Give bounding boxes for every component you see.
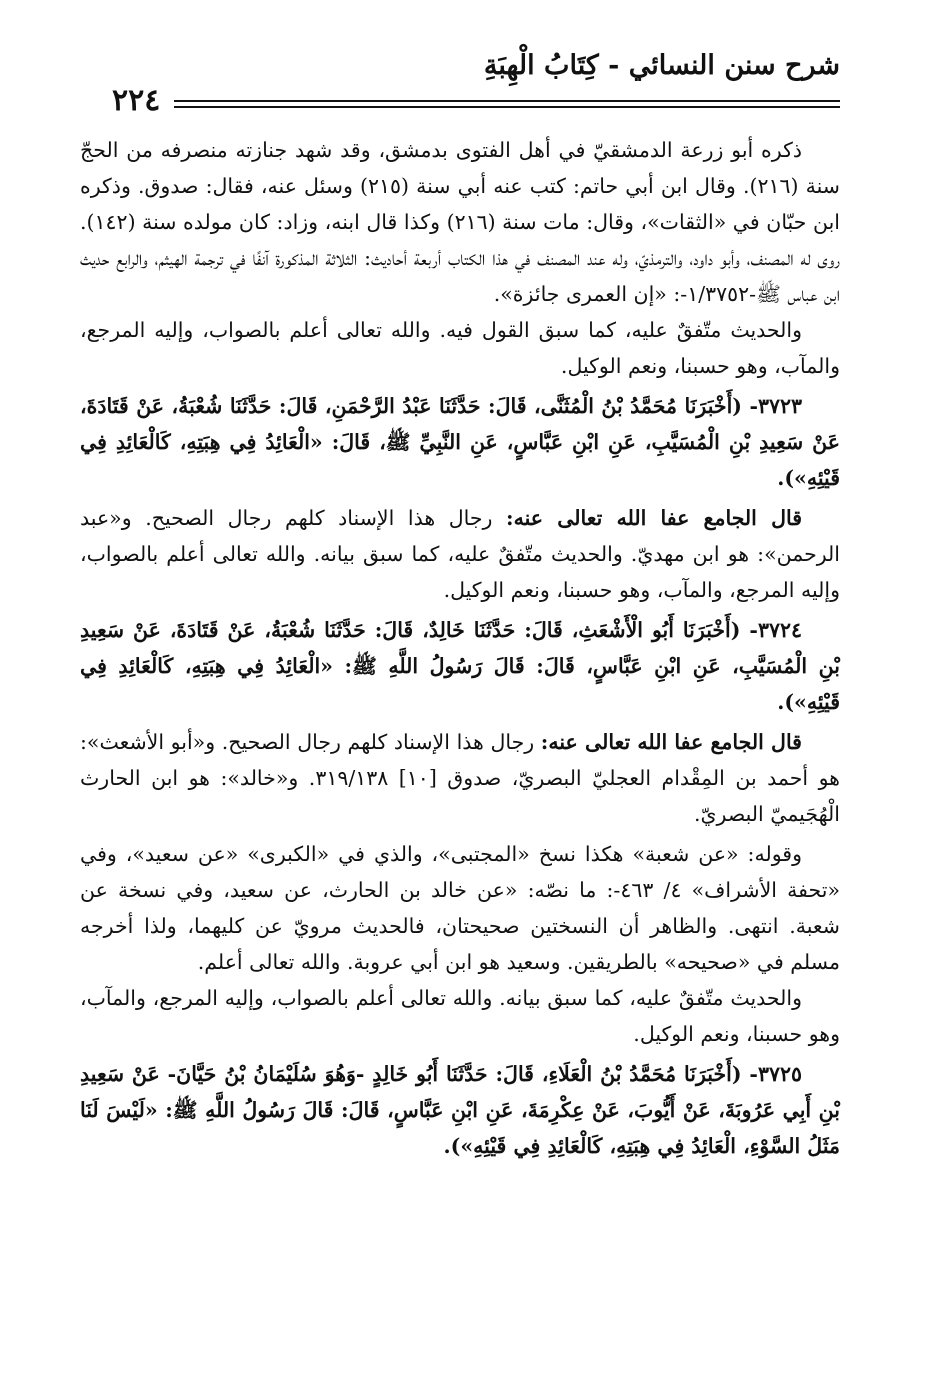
hadith-paragraph [80, 388, 840, 496]
paragraph-text: والحديث متّفقٌ عليه، كما سبق بيانه. والله تعالى أعلم بالصواب، وإليه المرجع، والمآب، وهو حسبنا، ونعم الوكيل. [80, 986, 840, 1046]
hadith-paragraph [80, 612, 840, 720]
paragraph-lead: قال الجامع عفا الله تعالى عنه: [506, 506, 803, 530]
paragraph-lead: قال الجامع عفا الله تعالى عنه: [540, 730, 802, 754]
header-rule-top [104, 100, 840, 102]
page-number: ٢٢٤ [98, 86, 174, 116]
commentary-paragraph [80, 500, 840, 608]
commentary-paragraph [80, 980, 840, 1052]
hadith-text: ٣٧٢٥- (أَخْبَرَنَا مُحَمَّدُ بْنُ الْعَلَاءِ، قَالَ: حَدَّثَنَا أَبُو خَالِدٍ -وَهُوَ سُلَيْمَانُ بْنُ حَيَّانَ- عَنْ سَعِيدِ بْنِ أَبِي عَرُوبَةَ، عَنْ أَيُّوبَ، عَنْ عِكْرِمَةَ، عَنِ ابْنِ عَبَّاسٍ، قَالَ: قَالَ رَسُولُ اللَّهِ ﷺ: «لَيْسَ لَنَا مَثَلُ السَّوْءِ، الْعَائِدُ فِي هِبَتِهِ، كَالْعَائِدِ فِي قَيْئِهِ»). [80, 1062, 840, 1158]
hadith-text: ٣٧٢٣- (أَخْبَرَنَا مُحَمَّدُ بْنُ الْمُثَنَّى، قَالَ: حَدَّثَنَا عَبْدُ الرَّحْمَنِ، قَالَ: حَدَّثَنَا شُعْبَةُ، عَنْ قَتَادَةَ، عَنْ سَعِيدِ بْنِ الْمُسَيَّبِ، عَنِ ابْنِ عَبَّاسٍ، عَنِ النَّبِيِّ ﷺ، قَالَ: «الْعَائِدُ فِي هِبَتِهِ، كَالْعَائِدِ فِي قَيْئِهِ»). [80, 394, 840, 490]
paragraph-text: والحديث متّفقٌ عليه، كما سبق القول فيه. والله تعالى أعلم بالصواب، وإليه المرجع، والمآب، وهو حسبنا، ونعم الوكيل. [80, 318, 840, 378]
paragraph-text: ذكره أبو زرعة الدمشقيّ في أهل الفتوى بدمشق، وقد شهد جنازته منصرفه من الحجّ سنة (٢١٦). وقال ابن أبي حاتم: كتب عنه أبي سنة (٢١٥) وسئل عنه، فقال: صدوق. وذكره ابن حبّان في «الثقات»، وقال: مات سنة (٢١٦) وكذا قال ابنه، وزاد: كان مولده سنة (١٤٢). روى له المصنف، وأبو داود، والترمذيّ، وله عند المصنف في هذا الكتاب أربعة أحاديث: الثلاثة المذكورة آنفًا في ترجمة الهيثم، والرابع حديث ابن عباس ﷺ-١/٣٧٥٢-: «إن العمرى جائزة». [80, 138, 840, 306]
commentary-paragraph [80, 724, 840, 832]
commentary-paragraph [80, 312, 840, 384]
header-rule-bottom [104, 106, 840, 108]
running-header-title: شرح سنن النسائي - كِتَابُ الْهِبَةِ [483, 50, 840, 81]
body-text [80, 132, 840, 1164]
commentary-paragraph [80, 836, 840, 980]
paragraph-text: وقوله: «عن شعبة» هكذا نسخ «المجتبى»، والذي في «الكبرى» «عن سعيد»، وفي «تحفة الأشراف» ٤/ ٤٦٣-: ما نصّه: «عن خالد بن الحارث، عن سعيد، وفي نسخة عن شعبة. انتهى. والظاهر أن النسختين صحيحتان، فالحديث مرويّ عن كليهما، ولذا أخرجه مسلم في «صحيحه» بالطريقين. وسعيد هو ابن أبي عروبة. والله تعالى أعلم. [80, 842, 840, 974]
commentary-paragraph [80, 132, 840, 312]
hadith-text: ٣٧٢٤- (أَخْبَرَنَا أَبُو الْأَشْعَثِ، قَالَ: حَدَّثَنَا خَالِدٌ، قَالَ: حَدَّثَنَا شُعْبَةُ، عَنْ قَتَادَةَ، عَنْ سَعِيدِ بْنِ الْمُسَيَّبِ، عَنِ ابْنِ عَبَّاسٍ، قَالَ: قَالَ رَسُولُ اللَّهِ ﷺ: «الْعَائِدُ فِي هِبَتِهِ، كَالْعَائِدِ فِي قَيْئِهِ»). [80, 618, 840, 714]
hadith-paragraph [80, 1056, 840, 1164]
paragraph-text: رجال هذا الإسناد كلهم رجال الصحيح. و«أبو الأشعث»: هو أحمد بن المِقْدام العجليّ البصريّ، صدوق [١٠] ٣١٩/١٣٨. و«خالد»: هو ابن الحارث الْهُجَيميّ البصريّ. [80, 730, 840, 826]
paragraph-text: رجال هذا الإسناد كلهم رجال الصحيح. و«عبد الرحمن»: هو ابن مهديّ. والحديث متّفقٌ عليه، كما سبق بيانه. والله تعالى أعلم بالصواب، وإليه المرجع، والمآب، وهو حسبنا، ونعم الوكيل. [80, 506, 840, 602]
